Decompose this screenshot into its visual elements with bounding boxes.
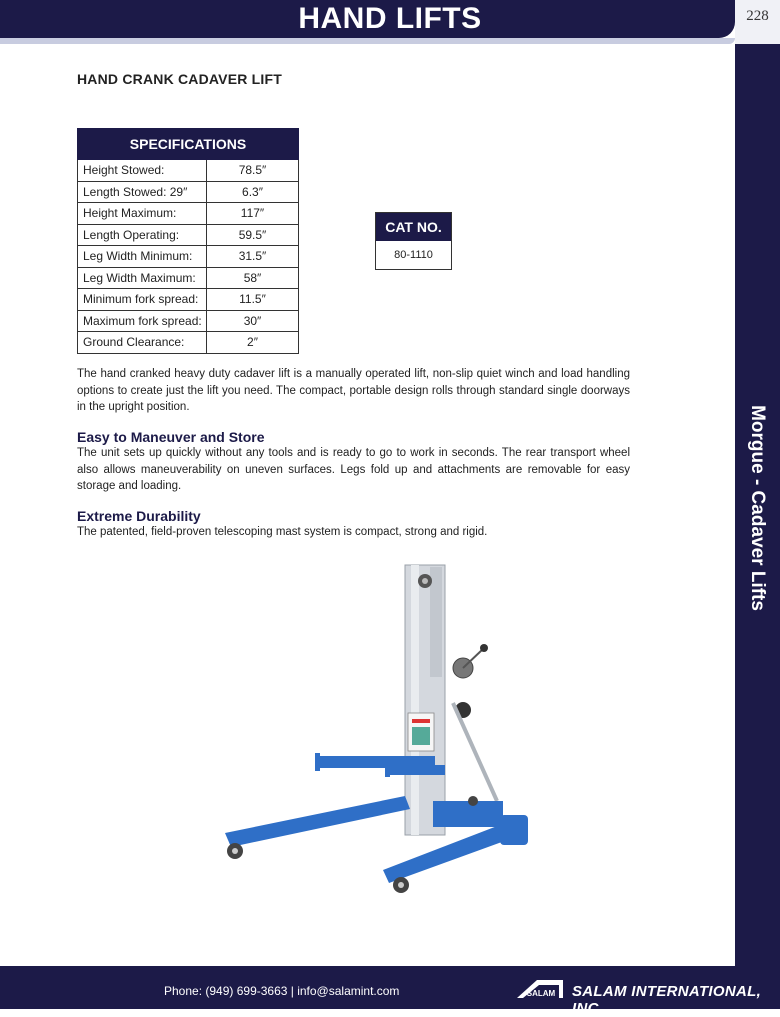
section-text-durability: The patented, field-proven telescoping mast system is compact, strong and rigid. <box>77 526 488 538</box>
footer-contact: Phone: (949) 699-3663 | info@salamint.com <box>164 984 400 998</box>
logo-text: SALAM <box>526 989 556 998</box>
spec-label: Leg Width Minimum: <box>78 246 207 268</box>
section-text-maneuver: The unit sets up quickly without any tools and is ready to go to work in seconds. The rear transport wheel also allows maneuverability on uneven surfaces. Legs fold up and attachments are removable for easy storage and loading. <box>77 447 630 492</box>
company-name: SALAM INTERNATIONAL, INC. <box>572 983 762 1017</box>
spec-row <box>78 160 299 182</box>
spec-row <box>78 203 299 225</box>
page-title: HAND LIFTS <box>298 2 482 35</box>
spec-label: Minimum fork spread: <box>78 289 207 311</box>
spec-label: Length Stowed: 29″ <box>78 181 207 203</box>
spec-value: 11.5″ <box>207 289 299 311</box>
spec-value: 6.3″ <box>207 181 299 203</box>
header-stripe <box>0 38 735 44</box>
spec-row <box>78 224 299 246</box>
section-heading-durability: Extreme Durability <box>77 508 201 524</box>
spec-label: Height Maximum: <box>78 203 207 225</box>
spec-label: Height Stowed: <box>78 160 207 182</box>
spec-value: 59.5″ <box>207 224 299 246</box>
spec-row <box>78 267 299 289</box>
spec-label: Length Operating: <box>78 224 207 246</box>
spec-value: 31.5″ <box>207 246 299 268</box>
spec-row <box>78 332 299 354</box>
spec-row <box>78 246 299 268</box>
spec-row <box>78 289 299 311</box>
spec-label: Leg Width Maximum: <box>78 267 207 289</box>
spec-row <box>78 181 299 203</box>
catalog-number: 80-1110 <box>376 241 451 269</box>
catalog-number-box <box>375 212 452 270</box>
catalog-heading: CAT NO. <box>376 213 451 241</box>
specifications-table <box>77 128 299 354</box>
spec-value: 78.5″ <box>207 160 299 182</box>
product-description: The hand cranked heavy duty cadaver lift is a manually operated lift, non-slip quiet winch and load handling options to create just the lift you need. The compact, portable design rolls through standard single doorways in the upright position. <box>77 368 630 413</box>
spec-value: 30″ <box>207 310 299 332</box>
spec-value: 58″ <box>207 267 299 289</box>
salam-logo <box>515 977 565 999</box>
specifications-heading: SPECIFICATIONS <box>78 129 299 160</box>
spec-label: Maximum fork spread: <box>78 310 207 332</box>
page-number: 228 <box>746 8 769 24</box>
spec-row <box>78 310 299 332</box>
side-tab-label: Morgue - Cadaver Lifts <box>747 405 768 611</box>
spec-value: 2″ <box>207 332 299 354</box>
section-heading-maneuver: Easy to Maneuver and Store <box>77 429 265 445</box>
product-title: HAND CRANK CADAVER LIFT <box>77 71 282 87</box>
spec-label: Ground Clearance: <box>78 332 207 354</box>
cadaver-lift-photo <box>205 553 553 917</box>
spec-value: 117″ <box>207 203 299 225</box>
